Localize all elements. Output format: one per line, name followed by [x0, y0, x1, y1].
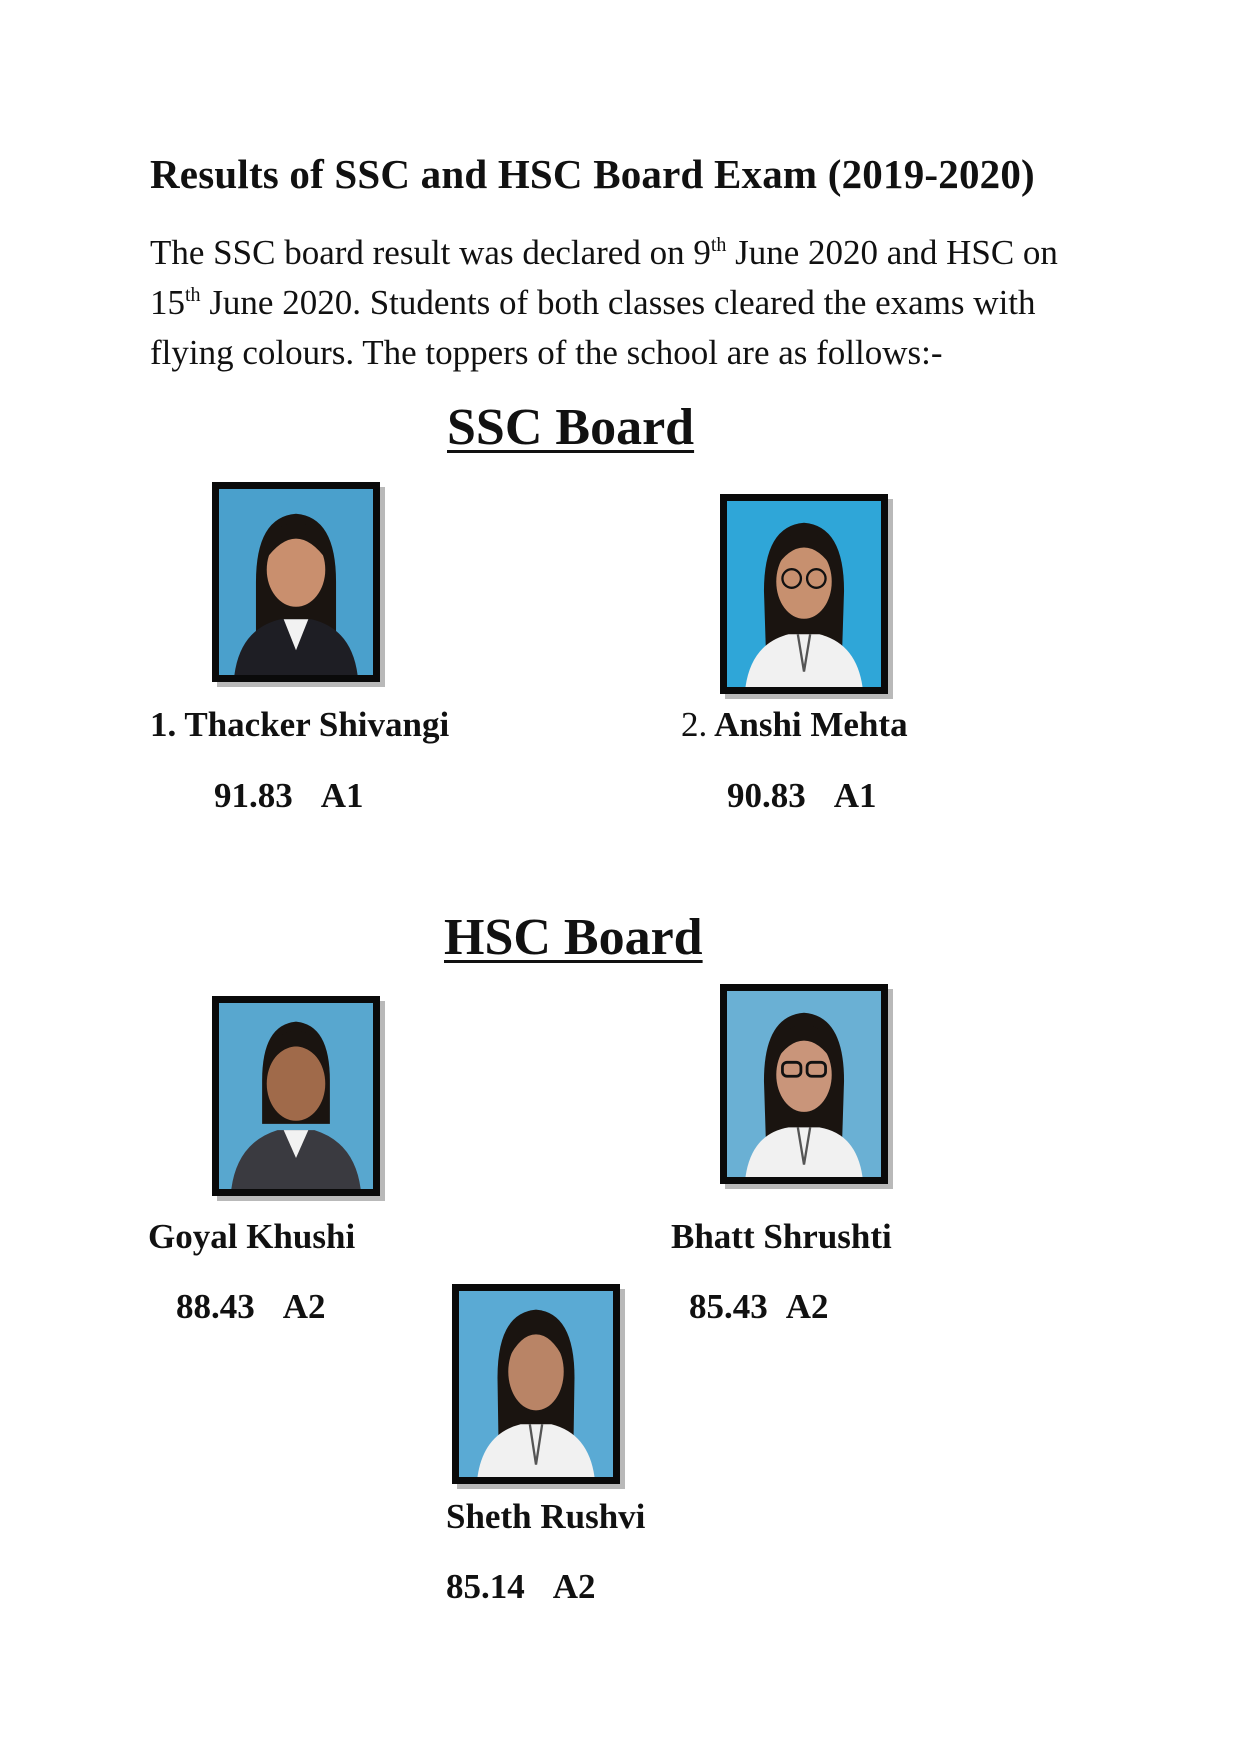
student-photo-bhatt-shrushti	[720, 984, 888, 1184]
page-title: Results of SSC and HSC Board Exam (2019-2020)	[150, 151, 1035, 197]
intro-line-1: The SSC board result was declared on 9th June 2020 and HSC on	[150, 233, 1058, 272]
intro-line-2: 15th June 2020. Students of both classes cleared the exams with	[150, 283, 1036, 322]
student-portrait-icon	[459, 1291, 613, 1477]
hsc-topper-3-score: 85.14 A2	[446, 1567, 596, 1606]
student-portrait-icon	[219, 489, 373, 675]
ssc-topper-2-name: 2. Anshi Mehta	[681, 705, 908, 744]
student-photo-anshi-mehta	[720, 494, 888, 694]
student-photo-thacker-shivangi	[212, 482, 380, 682]
student-photo-sheth-rushvi	[452, 1284, 620, 1484]
hsc-topper-1-score: 88.43 A2	[176, 1287, 326, 1326]
student-portrait-icon	[727, 991, 881, 1177]
ssc-topper-1-score: 91.83 A1	[214, 776, 364, 815]
student-portrait-icon	[219, 1003, 373, 1189]
intro-line-3: flying colours. The toppers of the school are as follows:-	[150, 333, 943, 372]
student-photo-goyal-khushi	[212, 996, 380, 1196]
student-portrait-icon	[727, 501, 881, 687]
intro-paragraph	[150, 228, 1130, 378]
hsc-topper-2-score: 85.43 A2	[689, 1287, 829, 1326]
ssc-topper-2-score: 90.83 A1	[727, 776, 877, 815]
hsc-board-heading: HSC Board	[444, 909, 703, 966]
ssc-topper-1-name: 1. Thacker Shivangi	[150, 705, 450, 744]
hsc-topper-2-name: Bhatt Shrushti	[671, 1217, 892, 1256]
hsc-topper-1-name: Goyal Khushi	[148, 1217, 356, 1256]
hsc-topper-3-name: Sheth Rushvi	[446, 1497, 646, 1536]
ssc-board-heading: SSC Board	[447, 399, 695, 456]
